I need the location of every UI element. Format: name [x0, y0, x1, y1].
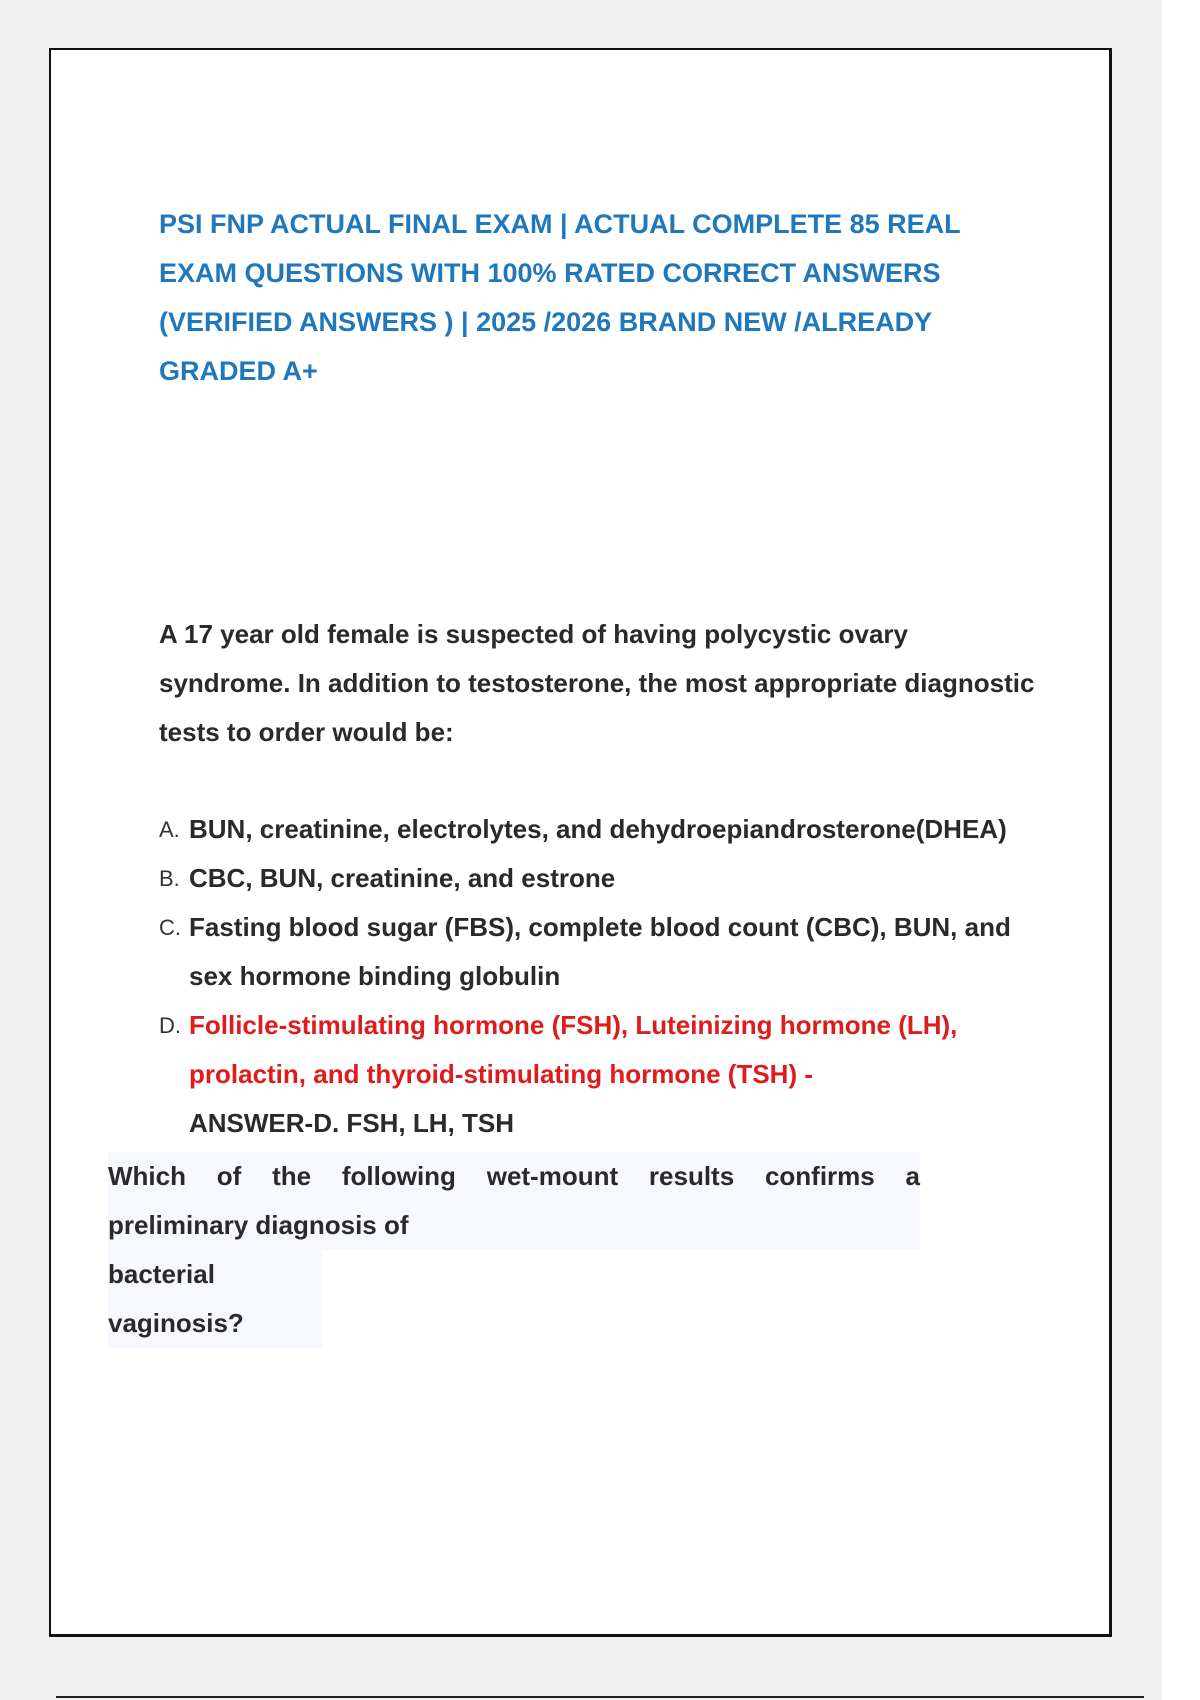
bottom-divider	[56, 1696, 1144, 1698]
option-b	[159, 854, 1039, 903]
question-2-line-2: preliminary diagnosis of	[108, 1201, 920, 1250]
question-2-line-3: bacterial	[108, 1250, 322, 1299]
option-c	[159, 903, 1039, 1001]
question-2-line-4: vaginosis?	[108, 1299, 322, 1348]
answer-key: ANSWER-D. FSH, LH, TSH	[189, 1108, 514, 1138]
viewer-margin	[1162, 0, 1200, 1700]
document-title: PSI FNP ACTUAL FINAL EXAM | ACTUAL COMPLETE 85 REAL EXAM QUESTIONS WITH 100% RATED CORRECT ANSWERS (VERIFIED ANSWERS ) | 2025 /2026 BRAND NEW /ALREADY GRADED A+	[159, 209, 961, 386]
option-b-letter: B.	[159, 866, 180, 891]
option-a	[159, 805, 1039, 854]
document-page	[49, 48, 1112, 1637]
option-d-letter: D.	[159, 1013, 181, 1038]
option-a-letter: A.	[159, 817, 180, 842]
question-1-text: A 17 year old female is suspected of having polycystic ovary syndrome. In addition to testosterone, the most appropriate diagnostic tests to order would be:	[159, 619, 1035, 747]
option-d	[159, 1001, 1039, 1148]
option-a-text: BUN, creatinine, electrolytes, and dehydroepiandrosterone(DHEA)	[189, 814, 1007, 844]
question-2-line-1: Which of the following wet-mount results confirms a	[108, 1152, 920, 1201]
option-d-text-correct: Follicle-stimulating hormone (FSH), Luteinizing hormone (LH), prolactin, and thyroid-stimulating hormone (TSH) -	[189, 1010, 958, 1089]
option-c-text: Fasting blood sugar (FBS), complete blood count (CBC), BUN, and sex hormone binding globulin	[189, 912, 1011, 991]
question-2-text	[108, 1152, 920, 1348]
option-b-text: CBC, BUN, creatinine, and estrone	[189, 863, 616, 893]
option-c-letter: C.	[159, 915, 181, 940]
question-1-options	[159, 805, 1039, 1148]
